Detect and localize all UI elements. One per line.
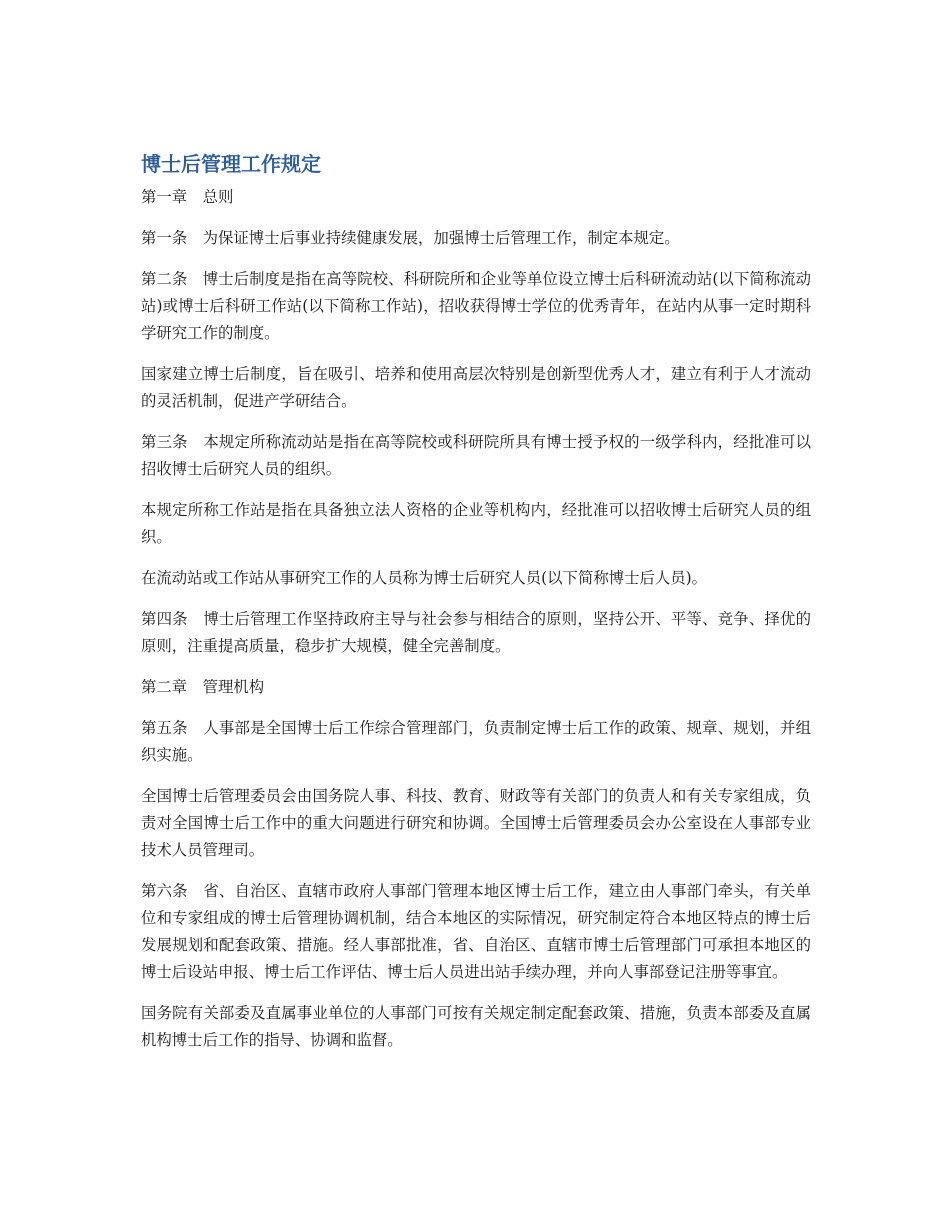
chapter-heading: 第二章 管理机构 [141,678,265,696]
article-paragraph: 第一条 为保证博士后事业持续健康发展，加强博士后管理工作，制定本规定。 [141,229,680,247]
article-paragraph: 第二条 博士后制度是指在高等院校、科研院所和企业等单位设立博士后科研流动站(以下简称流动站)或博士后科研工作站(以下简称工作站)，招收获得博士学位的优秀青年，在站内从事一定时期科学研究工作的制度。 [141,270,811,342]
article-paragraph: 全国博士后管理委员会由国务院人事、科技、教育、财政等有关部门的负责人和有关专家组成，负责对全国博士后工作中的重大问题进行研究和协调。全国博士后管理委员会办公室设在人事部专业技术人员管理司。 [141,787,811,859]
article-paragraph: 第三条 本规定所称流动站是指在高等院校或科研院所具有博士授予权的一级学科内，经批准可以招收博士后研究人员的组织。 [141,433,811,478]
article-paragraph: 国家建立博士后制度，旨在吸引、培养和使用高层次特别是创新型优秀人才，建立有利于人才流动的灵活机制，促进产学研结合。 [141,365,811,410]
document-title: 博士后管理工作规定 [141,152,321,176]
article-paragraph: 第六条 省、自治区、直辖市政府人事部门管理本地区博士后工作，建立由人事部门牵头，有关单位和专家组成的博士后管理协调机制，结合本地区的实际情况，研究制定符合本地区特点的博士后发展规划和配套政策、措施。经人事部批准，省、自治区、直辖市博士后管理部门可承担本地区的博士后设站申报、博士后工作评估、博士后人员进出站手续办理，并向人事部登记注册等事宜。 [141,882,811,981]
article-paragraph: 在流动站或工作站从事研究工作的人员称为博士后研究人员(以下简称博士后人员)。 [141,569,708,587]
article-paragraph: 国务院有关部委及直属事业单位的人事部门可按有关规定制定配套政策、措施，负责本部委及直属机构博士后工作的指导、协调和监督。 [141,1004,811,1049]
article-paragraph: 本规定所称工作站是指在具备独立法人资格的企业等机构内，经批准可以招收博士后研究人员的组织。 [141,501,811,546]
article-paragraph: 第五条 人事部是全国博士后工作综合管理部门，负责制定博士后工作的政策、规章、规划，并组织实施。 [141,719,811,764]
chapter-heading: 第一章 总则 [141,188,234,206]
article-paragraph: 第四条 博士后管理工作坚持政府主导与社会参与相结合的原则，坚持公开、平等、竞争、择优的原则，注重提高质量，稳步扩大规模，健全完善制度。 [141,610,811,655]
document-page [141,148,811,1068]
